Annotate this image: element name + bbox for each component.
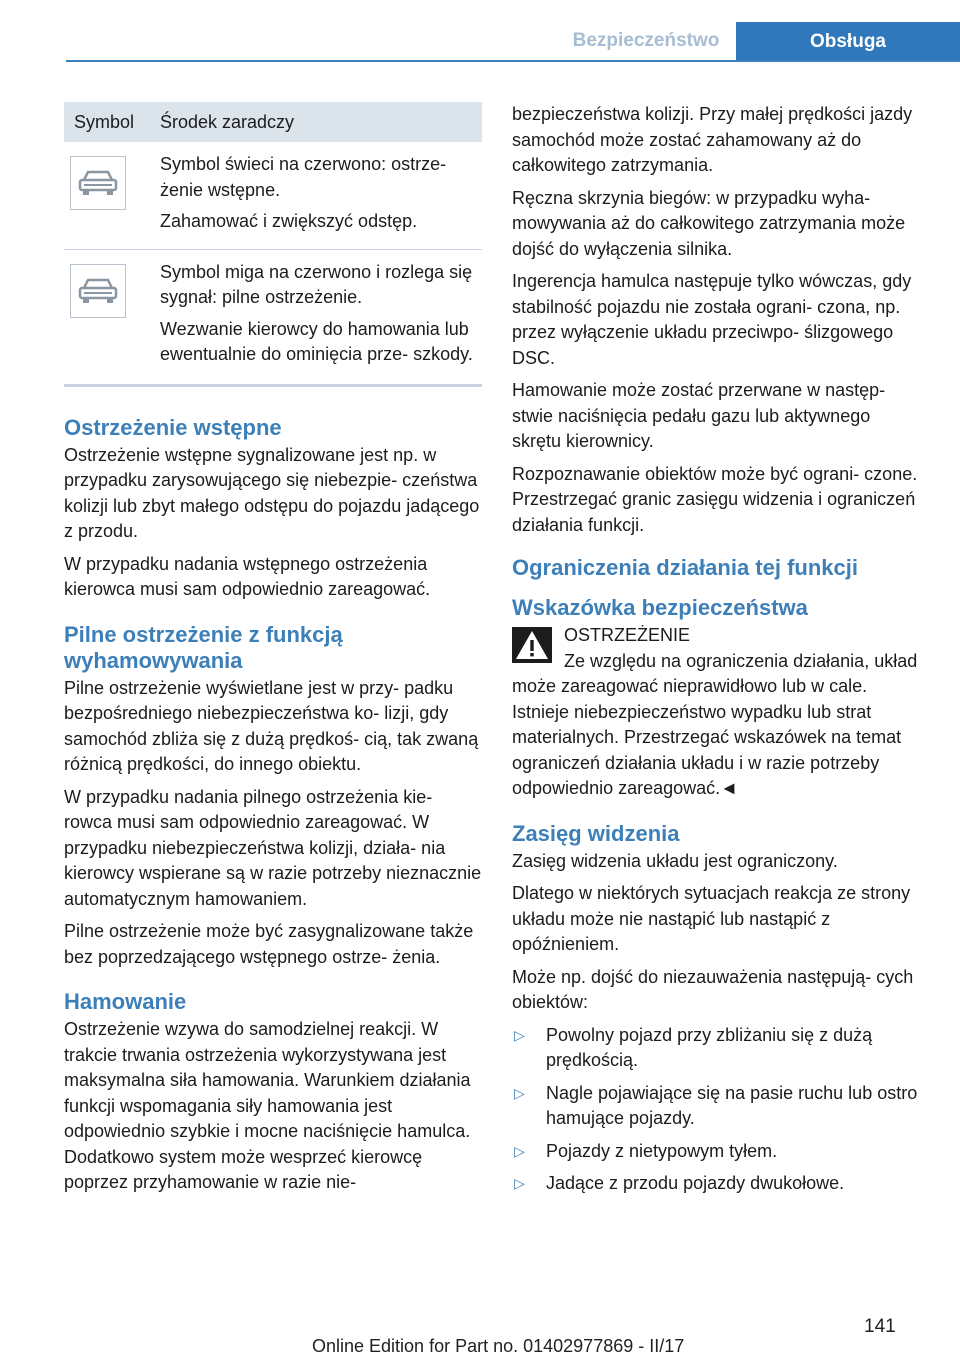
paragraph: Rozpoznawanie obiektów może być ograni- czone. Przestrzegać granic zasięgu widzenia i ograniczeń działania funkcji.: [512, 463, 918, 535]
warning-triangle-icon: [512, 627, 552, 663]
page-number: 141: [864, 1316, 896, 1337]
section-tab-safety[interactable]: Bezpieczeństwo: [572, 30, 720, 51]
list-item: ▷ Pojazdy z nietypowym tyłem.: [512, 1139, 924, 1165]
paragraph: Hamowanie może zostać przerwane w następ- stwie naciśnięcia pedału gazu lub aktywnego skrętu kierownicy.: [512, 380, 886, 451]
bullet-arrow-icon: ▷: [514, 1142, 525, 1159]
table-cell-text: Wezwanie kierowcy do hamowania lub ewentualnie do ominięcia prze- szkody.: [160, 318, 473, 364]
left-column: [64, 102, 482, 1203]
table-header-row: [64, 102, 482, 142]
object-list: [512, 1023, 924, 1197]
heading-braking: Hamowanie: [64, 989, 187, 1014]
header-rule: [66, 60, 960, 62]
paragraph: W przypadku nadania pilnego ostrzeżenia kie- rowca musi sam odpowiednio zareagować. W przypadku niebezpieczeństwa kolizji, działa- nia kierowcy wspierane są w razie potrzeby nieznacznie automatycznym hamowaniem.: [64, 786, 482, 909]
paragraph: Ręczna skrzynia biegów: w przypadku wyha- mowywania aż do całkowitego zatrzymania może dojść do wyłączenia silnika.: [512, 187, 906, 259]
section-tab-operation[interactable]: Obsługa: [736, 22, 960, 62]
list-item: ▷ Jadące z przodu pojazdy dwukołowe.: [512, 1171, 924, 1197]
paragraph: Pilne ostrzeżenie może być zasygnalizowane także bez poprzedzającego wstępnego ostrze- żenia.: [64, 921, 474, 967]
paragraph: Może np. dojść do niezauważenia następują- cych obiektów:: [512, 966, 914, 1012]
paragraph: bezpieczeństwa kolizji. Przy małej prędkości jazdy samochód może zostać zahamowany aż do całkowitego zatrzymania.: [512, 104, 913, 175]
heading-visibility-range: Zasięg widzenia: [512, 820, 680, 846]
paragraph: Ostrzeżenie wstępne sygnalizowane jest np. w przypadku zarysowującego się niebezpie- czeństwa kolizji lub zbyt małego odstępu do pojazdu jadącego z przodu.: [64, 444, 480, 541]
table-cell-text: Symbol świeci na czerwono: ostrze- żenie wstępne.: [160, 154, 447, 200]
symbol-table: [64, 102, 482, 387]
warning-block: [512, 623, 924, 802]
warning-title: OSTRZEŻENIE: [564, 625, 691, 645]
warning-text: Ze względu na ograniczenia działania, układ może zareagować nieprawidłowo lub w cale. Istnieje niebezpieczeństwo wypadku lub strat materialnych. Przestrzegać wskazówek na temat ograniczeń działania układu i w razie potrzeby odpowiednio zareagować.◄: [512, 650, 918, 798]
heading-acute-warning: Pilne ostrzeżenie z funkcją wyhamowywania: [64, 621, 343, 673]
page-header: [0, 0, 960, 62]
list-item: ▷ Powolny pojazd przy zbliżaniu się z dużą prędkością.: [514, 1024, 873, 1070]
bullet-arrow-icon: ▷: [514, 1084, 525, 1101]
paragraph: Dlatego w niektórych sytuacjach reakcja ze strony układu może nie nastąpić lub nastąpić z opóźnieniem.: [512, 883, 911, 954]
paragraph: Pilne ostrzeżenie wyświetlane jest w przy- padku bezpośredniego niebezpieczeństwa ko- lizji, gdy samochód zbliża się z dużą prędkoś- cią, tak zwaną różnicą prędkości, do innego obiektu.: [64, 677, 479, 774]
heading-safety-note: Wskazówka bezpieczeństwa: [512, 595, 808, 620]
table-header-symbol: Symbol: [64, 102, 150, 142]
right-column: [512, 102, 924, 1204]
paragraph: Zasięg widzenia układu jest ograniczony.: [512, 850, 838, 871]
paragraph: W przypadku nadania wstępnego ostrzeżenia kierowca musi sam odpowiednio zareagować.: [64, 553, 431, 599]
heading-pre-warning: Ostrzeżenie wstępne: [64, 414, 282, 440]
paragraph: Ingerencja hamulca następuje tylko wówczas, gdy stabilność pojazdu nie została ograni- czona, np. przez wyłączenie układu przeciwpo- ślizgowego DSC.: [512, 271, 912, 368]
paragraph: Ostrzeżenie wzywa do samodzielnej reakcji. W trakcie trwania ostrzeżenia wykorzystywana jest maksymalna siła hamowania. Warunkiem działania funkcji wspomagania siły hamowania jest odpowiednio szybkie i mocne naciśnięcie hamulca. Dodatkowo system może wesprzeć kierowcę poprzez przyhamowanie w razie nie-: [64, 1019, 471, 1192]
heading-function-limits: Ograniczenia działania tej funkcji: [512, 555, 858, 580]
car-front-icon: [70, 264, 126, 318]
car-front-icon: [70, 156, 126, 210]
bullet-arrow-icon: ▷: [514, 1026, 525, 1043]
table-cell-text: Symbol miga na czerwono i rozlega się sygnał: pilne ostrzeżenie.: [160, 261, 473, 307]
list-item: ▷ Nagle pojawiające się na pasie ruchu lub ostro hamujące pojazdy.: [514, 1082, 918, 1128]
edition-footer: Online Edition for Part no. 01402977869 - II/17: [312, 1336, 685, 1356]
table-header-remedy: Środek zaradczy: [150, 102, 482, 142]
table-cell-text: Zahamować i zwiększyć odstęp.: [160, 211, 418, 231]
table-row: [64, 142, 482, 249]
table-row: [64, 249, 482, 385]
bullet-arrow-icon: ▷: [514, 1175, 525, 1191]
